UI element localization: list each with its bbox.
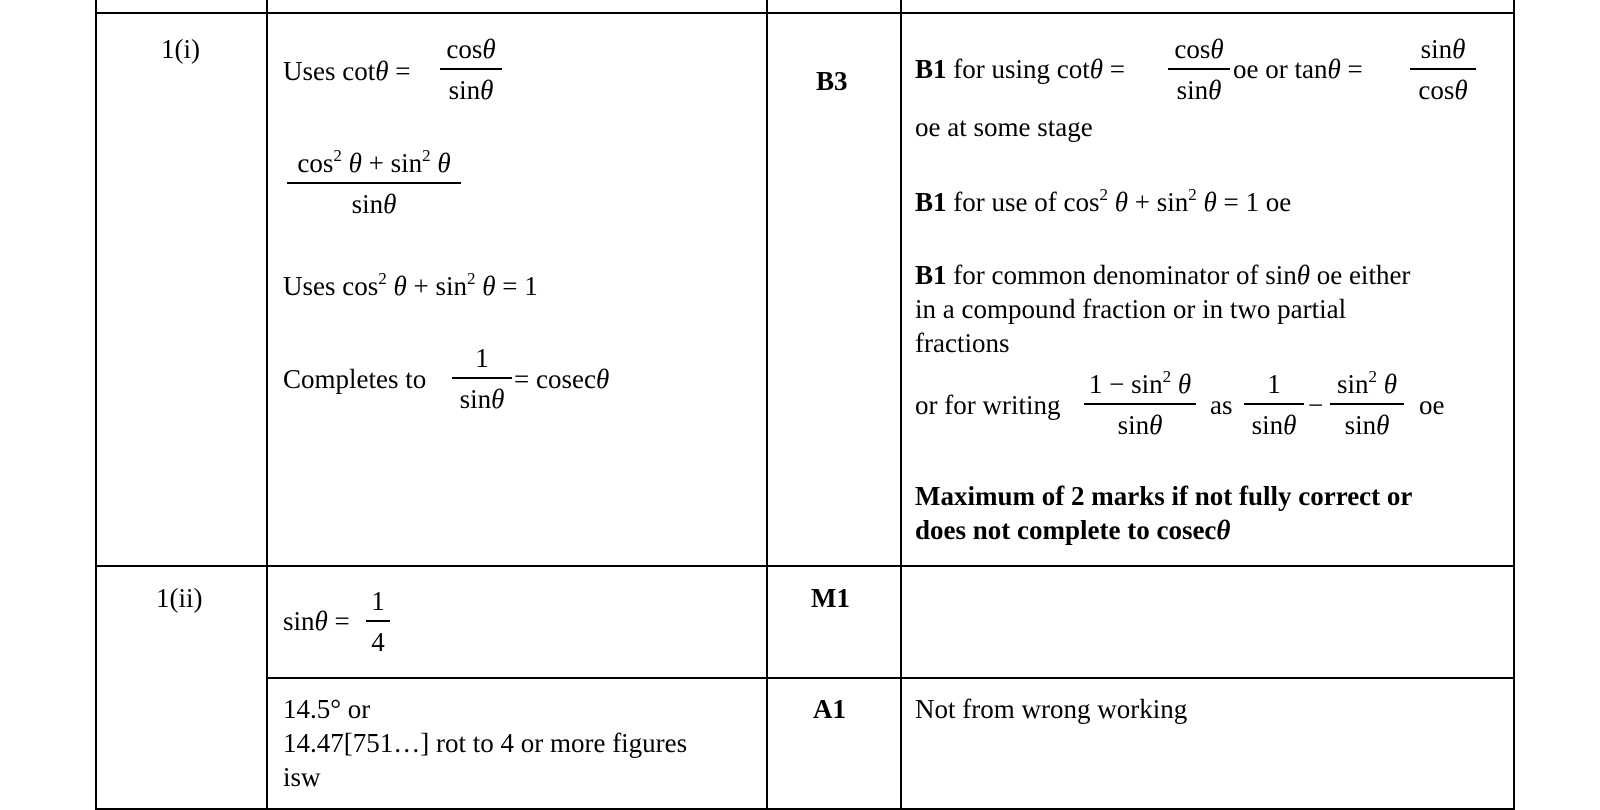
col-divider-2 xyxy=(766,0,768,810)
fraction-one-quarter: 1 4 xyxy=(366,588,390,656)
question-number: 1(ii) xyxy=(156,583,203,613)
fraction-one-over-sin: 1 sinθ xyxy=(452,345,512,413)
answer-line: 14.5° or xyxy=(283,694,371,724)
fraction-pythag-over-sin: $\cos^2 \theta + \sin^2 \theta$ sinθ xyxy=(287,150,461,218)
question-number: 1(i) xyxy=(161,34,200,64)
fraction-sin-sq-over-sin: $\sin^2 \theta$ sinθ xyxy=(1330,371,1404,439)
answer-line: sinθ = xyxy=(283,606,350,636)
answer-line: Completes to xyxy=(283,364,427,394)
fraction-one-minus-sin-sq: $1 - \sin^2 \theta$ sinθ xyxy=(1084,371,1196,439)
answer-line: Uses $\cos^2 \theta + \sin^2 \theta = 1$ xyxy=(283,269,538,301)
mark-code: A1 xyxy=(813,694,846,724)
guidance-line: fractions xyxy=(915,328,1010,358)
table-border-left xyxy=(95,0,97,810)
row-divider-1 xyxy=(95,565,1515,567)
guidance-line: B1 for using cotθ = xyxy=(915,54,1125,84)
row-divider-bottom xyxy=(95,808,1515,810)
answer-line: 14.47[751…] rot to 4 or more figures xyxy=(283,728,688,758)
guidance-line: − xyxy=(1308,390,1324,420)
guidance-line: oe or tanθ = xyxy=(1233,54,1363,84)
guidance-line: oe at some stage xyxy=(915,112,1093,142)
guidance-line: oe xyxy=(1419,390,1445,420)
guidance-line: does not complete to cosecθ xyxy=(915,515,1231,545)
fraction-cos-over-sin: cosθ sinθ xyxy=(1168,36,1230,104)
guidance-line: Maximum of 2 marks if not fully correct or xyxy=(915,481,1413,511)
fraction-sin-over-cos: sinθ cosθ xyxy=(1410,36,1476,104)
guidance-line: B1 for common denominator of sinθ oe either xyxy=(915,260,1411,290)
guidance-line: Not from wrong working xyxy=(915,694,1188,724)
table-border-right xyxy=(1513,0,1515,810)
guidance-line: as xyxy=(1210,390,1233,420)
mark-code: M1 xyxy=(811,583,850,613)
answer-line: = cosecθ xyxy=(514,364,610,394)
row-divider-top xyxy=(95,12,1515,14)
row-divider-2 xyxy=(266,677,1515,679)
col-divider-1 xyxy=(266,0,268,810)
col-divider-3 xyxy=(900,0,902,810)
answer-line: Uses cotθ = xyxy=(283,56,411,86)
guidance-line: or for writing xyxy=(915,390,1061,420)
fraction-one-over-sin: 1 sinθ xyxy=(1244,371,1304,439)
answer-line: isw xyxy=(283,762,321,792)
guidance-line: B1 for use of $\cos^2 \theta + \sin^2 \theta = 1$ oe xyxy=(915,185,1292,217)
mark-code: B3 xyxy=(816,66,848,96)
guidance-line: in a compound fraction or in two partial xyxy=(915,294,1347,324)
fraction-cos-over-sin: cosθ sinθ xyxy=(440,36,502,104)
